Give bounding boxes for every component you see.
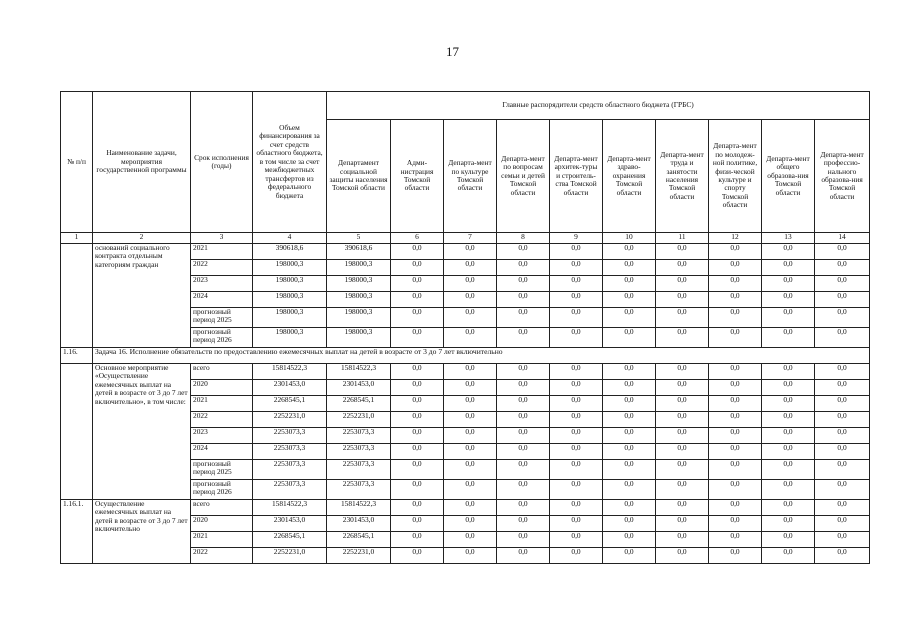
- value-cell: 0,0: [391, 412, 444, 428]
- column-number: 13: [762, 233, 815, 244]
- value-cell: 0,0: [603, 460, 656, 480]
- value-cell: 0,0: [497, 380, 550, 396]
- value-cell: 198000,3: [253, 308, 327, 328]
- value-cell: 0,0: [550, 548, 603, 564]
- value-cell: 0,0: [444, 516, 497, 532]
- column-number: 4: [253, 233, 327, 244]
- value-cell: 198000,3: [327, 260, 391, 276]
- value-cell: 0,0: [603, 396, 656, 412]
- value-cell: 0,0: [709, 444, 762, 460]
- value-cell: 0,0: [550, 412, 603, 428]
- value-cell: 0,0: [497, 292, 550, 308]
- term-cell: прогнозный период 2026: [191, 480, 253, 500]
- term-cell: 2021: [191, 244, 253, 260]
- table-row: [61, 364, 870, 380]
- value-cell: 0,0: [497, 396, 550, 412]
- value-cell: 0,0: [497, 244, 550, 260]
- value-cell: 0,0: [709, 532, 762, 548]
- value-cell: 0,0: [815, 516, 870, 532]
- term-cell: 2020: [191, 516, 253, 532]
- value-cell: 0,0: [603, 412, 656, 428]
- value-cell: 0,0: [815, 276, 870, 292]
- value-cell: 0,0: [762, 380, 815, 396]
- value-cell: 2268545,1: [253, 396, 327, 412]
- value-cell: 0,0: [603, 548, 656, 564]
- value-cell: 390618,6: [327, 244, 391, 260]
- value-cell: 0,0: [497, 548, 550, 564]
- header-term: Срок исполнения (годы): [191, 92, 253, 233]
- value-cell: 0,0: [497, 516, 550, 532]
- value-cell: 0,0: [391, 260, 444, 276]
- term-cell: 2022: [191, 548, 253, 564]
- value-cell: 0,0: [444, 380, 497, 396]
- value-cell: 0,0: [391, 396, 444, 412]
- column-number: 7: [444, 233, 497, 244]
- value-cell: 0,0: [656, 444, 709, 460]
- value-cell: 0,0: [391, 276, 444, 292]
- term-cell: 2022: [191, 260, 253, 276]
- term-cell: 2024: [191, 444, 253, 460]
- column-number: 11: [656, 233, 709, 244]
- value-cell: 0,0: [444, 412, 497, 428]
- value-cell: 0,0: [603, 260, 656, 276]
- value-cell: 2253073,3: [327, 460, 391, 480]
- page-number: 17: [446, 44, 459, 59]
- value-cell: 0,0: [550, 460, 603, 480]
- value-cell: 2252231,0: [327, 548, 391, 564]
- header-department: Департамент социальной защиты населения Томской области: [327, 120, 391, 233]
- header-name: Наименование задачи, мероприятия государственной программы: [93, 92, 191, 233]
- value-cell: 0,0: [762, 516, 815, 532]
- value-cell: 2253073,3: [253, 428, 327, 444]
- value-cell: 0,0: [815, 308, 870, 328]
- value-cell: 2301453,0: [253, 380, 327, 396]
- value-cell: 0,0: [391, 548, 444, 564]
- value-cell: 0,0: [391, 328, 444, 348]
- column-number: 6: [391, 233, 444, 244]
- value-cell: 0,0: [656, 328, 709, 348]
- term-cell: 2020: [191, 380, 253, 396]
- column-number: 8: [497, 233, 550, 244]
- value-cell: 0,0: [391, 244, 444, 260]
- value-cell: 0,0: [656, 480, 709, 500]
- value-cell: 0,0: [709, 244, 762, 260]
- item-name: оснований социального контракта отдельным категориям граждан: [93, 244, 191, 348]
- column-number: 5: [327, 233, 391, 244]
- value-cell: 0,0: [762, 532, 815, 548]
- value-cell: 0,0: [709, 412, 762, 428]
- value-cell: 0,0: [391, 480, 444, 500]
- value-cell: 198000,3: [253, 276, 327, 292]
- value-cell: 0,0: [497, 412, 550, 428]
- value-cell: 0,0: [656, 548, 709, 564]
- value-cell: 2301453,0: [327, 516, 391, 532]
- value-cell: 0,0: [815, 380, 870, 396]
- term-cell: 2024: [191, 292, 253, 308]
- term-cell: 2021: [191, 396, 253, 412]
- value-cell: 0,0: [444, 480, 497, 500]
- value-cell: 2301453,0: [253, 516, 327, 532]
- value-cell: 198000,3: [327, 292, 391, 308]
- value-cell: 0,0: [550, 444, 603, 460]
- value-cell: 0,0: [497, 260, 550, 276]
- value-cell: 0,0: [709, 308, 762, 328]
- value-cell: 0,0: [815, 532, 870, 548]
- value-cell: 0,0: [709, 396, 762, 412]
- value-cell: 0,0: [656, 364, 709, 380]
- value-cell: 0,0: [709, 428, 762, 444]
- value-cell: 0,0: [603, 292, 656, 308]
- value-cell: 0,0: [656, 532, 709, 548]
- value-cell: 2253073,3: [327, 444, 391, 460]
- value-cell: 0,0: [444, 328, 497, 348]
- value-cell: 0,0: [709, 380, 762, 396]
- value-cell: 0,0: [391, 516, 444, 532]
- value-cell: 0,0: [391, 532, 444, 548]
- value-cell: 0,0: [709, 260, 762, 276]
- table-row: [61, 500, 870, 516]
- value-cell: 0,0: [815, 396, 870, 412]
- value-cell: 0,0: [391, 380, 444, 396]
- value-cell: 0,0: [815, 292, 870, 308]
- term-cell: всего: [191, 500, 253, 516]
- value-cell: 0,0: [603, 380, 656, 396]
- value-cell: 2252231,0: [327, 412, 391, 428]
- term-cell: 2021: [191, 532, 253, 548]
- task-title: Задача 16. Исполнение обязательств по предоставлению ежемесячных выплат на детей в возрасте от 3 до 7 лет включительно: [93, 348, 870, 364]
- value-cell: 0,0: [550, 516, 603, 532]
- value-cell: 0,0: [550, 244, 603, 260]
- value-cell: 0,0: [656, 244, 709, 260]
- value-cell: 0,0: [550, 328, 603, 348]
- value-cell: 0,0: [444, 276, 497, 292]
- column-number: 10: [603, 233, 656, 244]
- value-cell: 0,0: [603, 276, 656, 292]
- value-cell: 0,0: [815, 500, 870, 516]
- value-cell: 0,0: [391, 500, 444, 516]
- value-cell: 0,0: [762, 412, 815, 428]
- header-volume: Объем финансирования за счет средств областного бюджета, в том числе за счет межбюджетных трансфертов из федерального бюджета: [253, 92, 327, 233]
- value-cell: 0,0: [550, 364, 603, 380]
- value-cell: 0,0: [444, 292, 497, 308]
- value-cell: 0,0: [815, 428, 870, 444]
- budget-table: [60, 91, 870, 564]
- value-cell: 15814522,3: [327, 364, 391, 380]
- value-cell: 0,0: [497, 480, 550, 500]
- term-cell: прогнозный период 2025: [191, 308, 253, 328]
- task-row: [61, 348, 870, 364]
- value-cell: 0,0: [762, 308, 815, 328]
- header-department: Департа-мент здраво-охранения Томской области: [603, 120, 656, 233]
- column-number: 12: [709, 233, 762, 244]
- value-cell: 0,0: [815, 460, 870, 480]
- value-cell: 0,0: [497, 428, 550, 444]
- value-cell: 0,0: [762, 444, 815, 460]
- value-cell: 0,0: [603, 364, 656, 380]
- value-cell: 0,0: [444, 364, 497, 380]
- value-cell: 198000,3: [253, 328, 327, 348]
- value-cell: 0,0: [550, 276, 603, 292]
- header-num: № п/п: [61, 92, 93, 233]
- value-cell: 0,0: [656, 260, 709, 276]
- row-number: [61, 244, 93, 348]
- header-department: Департа-мент архитек-туры и строитель-ства Томской области: [550, 120, 603, 233]
- value-cell: 0,0: [444, 428, 497, 444]
- header-department: Департа-мент по культуре Томской области: [444, 120, 497, 233]
- column-number: 2: [93, 233, 191, 244]
- value-cell: 0,0: [550, 480, 603, 500]
- value-cell: 15814522,3: [327, 500, 391, 516]
- value-cell: 0,0: [444, 500, 497, 516]
- value-cell: 15814522,3: [253, 364, 327, 380]
- value-cell: 198000,3: [327, 328, 391, 348]
- value-cell: 0,0: [550, 292, 603, 308]
- value-cell: 2268545,1: [327, 532, 391, 548]
- value-cell: 0,0: [656, 500, 709, 516]
- value-cell: 2301453,0: [327, 380, 391, 396]
- value-cell: 0,0: [762, 460, 815, 480]
- value-cell: 0,0: [656, 460, 709, 480]
- column-number: 9: [550, 233, 603, 244]
- term-cell: 2022: [191, 412, 253, 428]
- item-name: Осуществление ежемесячных выплат на детей в возрасте от 3 до 7 лет включительно: [93, 500, 191, 564]
- value-cell: 0,0: [391, 444, 444, 460]
- value-cell: 0,0: [603, 328, 656, 348]
- value-cell: 0,0: [550, 380, 603, 396]
- value-cell: 0,0: [391, 308, 444, 328]
- value-cell: 0,0: [815, 328, 870, 348]
- value-cell: 0,0: [762, 428, 815, 444]
- value-cell: 0,0: [762, 396, 815, 412]
- value-cell: 0,0: [391, 460, 444, 480]
- value-cell: 0,0: [391, 364, 444, 380]
- value-cell: 0,0: [709, 364, 762, 380]
- value-cell: 0,0: [444, 308, 497, 328]
- column-number: 3: [191, 233, 253, 244]
- value-cell: 0,0: [656, 412, 709, 428]
- value-cell: 2253073,3: [253, 444, 327, 460]
- header-department: Департа-мент профессио-нального образова-ния Томской области: [815, 120, 870, 233]
- value-cell: 0,0: [709, 460, 762, 480]
- value-cell: 0,0: [709, 292, 762, 308]
- value-cell: 0,0: [709, 516, 762, 532]
- value-cell: 0,0: [497, 276, 550, 292]
- value-cell: 0,0: [497, 532, 550, 548]
- value-cell: 0,0: [497, 308, 550, 328]
- value-cell: 0,0: [497, 328, 550, 348]
- value-cell: 0,0: [550, 396, 603, 412]
- value-cell: 0,0: [709, 500, 762, 516]
- value-cell: 0,0: [497, 444, 550, 460]
- term-cell: 2023: [191, 428, 253, 444]
- value-cell: 0,0: [709, 480, 762, 500]
- value-cell: 2253073,3: [253, 480, 327, 500]
- value-cell: 198000,3: [253, 292, 327, 308]
- value-cell: 0,0: [444, 244, 497, 260]
- table-row: [61, 244, 870, 260]
- value-cell: 0,0: [656, 428, 709, 444]
- value-cell: 2268545,1: [253, 532, 327, 548]
- value-cell: 0,0: [391, 428, 444, 444]
- value-cell: 0,0: [444, 396, 497, 412]
- value-cell: 0,0: [815, 412, 870, 428]
- header-department: Департа-мент по молодеж-ной политике, физи-ческой культуре и спорту Томской области: [709, 120, 762, 233]
- term-cell: прогнозный период 2025: [191, 460, 253, 480]
- value-cell: 0,0: [762, 480, 815, 500]
- value-cell: 0,0: [603, 244, 656, 260]
- value-cell: 0,0: [656, 516, 709, 532]
- value-cell: 2253073,3: [253, 460, 327, 480]
- header-department: Департа-мент по вопросам семьи и детей Томской области: [497, 120, 550, 233]
- value-cell: 0,0: [391, 292, 444, 308]
- value-cell: 0,0: [444, 532, 497, 548]
- value-cell: 0,0: [709, 328, 762, 348]
- value-cell: 0,0: [815, 260, 870, 276]
- value-cell: 0,0: [444, 444, 497, 460]
- value-cell: 0,0: [497, 460, 550, 480]
- value-cell: 0,0: [656, 396, 709, 412]
- value-cell: 0,0: [497, 500, 550, 516]
- value-cell: 0,0: [550, 308, 603, 328]
- value-cell: 0,0: [815, 480, 870, 500]
- value-cell: 198000,3: [327, 308, 391, 328]
- value-cell: 0,0: [762, 548, 815, 564]
- value-cell: 0,0: [550, 532, 603, 548]
- value-cell: 0,0: [603, 500, 656, 516]
- value-cell: 198000,3: [253, 260, 327, 276]
- item-name: Основное мероприятие «Осуществление ежемесячных выплат на детей в возрасте от 3 до 7 лет включительно», в том числе:: [93, 364, 191, 500]
- value-cell: 2253073,3: [327, 428, 391, 444]
- value-cell: 0,0: [497, 364, 550, 380]
- value-cell: 0,0: [709, 276, 762, 292]
- term-cell: всего: [191, 364, 253, 380]
- value-cell: 0,0: [444, 460, 497, 480]
- row-number: [61, 364, 93, 500]
- value-cell: 15814522,3: [253, 500, 327, 516]
- value-cell: 0,0: [762, 500, 815, 516]
- value-cell: 0,0: [656, 380, 709, 396]
- column-number: 1: [61, 233, 93, 244]
- value-cell: 0,0: [550, 500, 603, 516]
- value-cell: 0,0: [815, 444, 870, 460]
- header-department: Адми-нистрация Томской области: [391, 120, 444, 233]
- term-cell: 2023: [191, 276, 253, 292]
- task-number: 1.16.: [61, 348, 93, 364]
- column-number: 14: [815, 233, 870, 244]
- value-cell: 0,0: [815, 244, 870, 260]
- value-cell: 0,0: [603, 532, 656, 548]
- value-cell: 2252231,0: [253, 412, 327, 428]
- value-cell: 0,0: [656, 292, 709, 308]
- value-cell: 0,0: [550, 428, 603, 444]
- value-cell: 2253073,3: [327, 480, 391, 500]
- value-cell: 0,0: [444, 548, 497, 564]
- header-department: Департа-мент общего образова-ния Томской области: [762, 120, 815, 233]
- value-cell: 0,0: [762, 292, 815, 308]
- header-department: Департа-мент труда и занятости населения Томской области: [656, 120, 709, 233]
- value-cell: 0,0: [550, 260, 603, 276]
- value-cell: 0,0: [815, 364, 870, 380]
- value-cell: 0,0: [656, 276, 709, 292]
- value-cell: 198000,3: [327, 276, 391, 292]
- value-cell: 0,0: [709, 548, 762, 564]
- value-cell: 0,0: [603, 480, 656, 500]
- value-cell: 0,0: [444, 260, 497, 276]
- value-cell: 0,0: [656, 308, 709, 328]
- value-cell: 2252231,0: [253, 548, 327, 564]
- column-number-row: [61, 233, 870, 244]
- value-cell: 0,0: [762, 328, 815, 348]
- value-cell: 0,0: [603, 428, 656, 444]
- value-cell: 0,0: [762, 364, 815, 380]
- term-cell: прогнозный период 2026: [191, 328, 253, 348]
- value-cell: 0,0: [815, 548, 870, 564]
- value-cell: 0,0: [603, 308, 656, 328]
- value-cell: 0,0: [603, 444, 656, 460]
- value-cell: 0,0: [762, 276, 815, 292]
- value-cell: 2268545,1: [327, 396, 391, 412]
- value-cell: 0,0: [762, 244, 815, 260]
- value-cell: 390618,6: [253, 244, 327, 260]
- value-cell: 0,0: [762, 260, 815, 276]
- row-number: 1.16.1.: [61, 500, 93, 564]
- header-grbs: Главные распорядители средств областного бюджета (ГРБС): [327, 92, 870, 120]
- value-cell: 0,0: [603, 516, 656, 532]
